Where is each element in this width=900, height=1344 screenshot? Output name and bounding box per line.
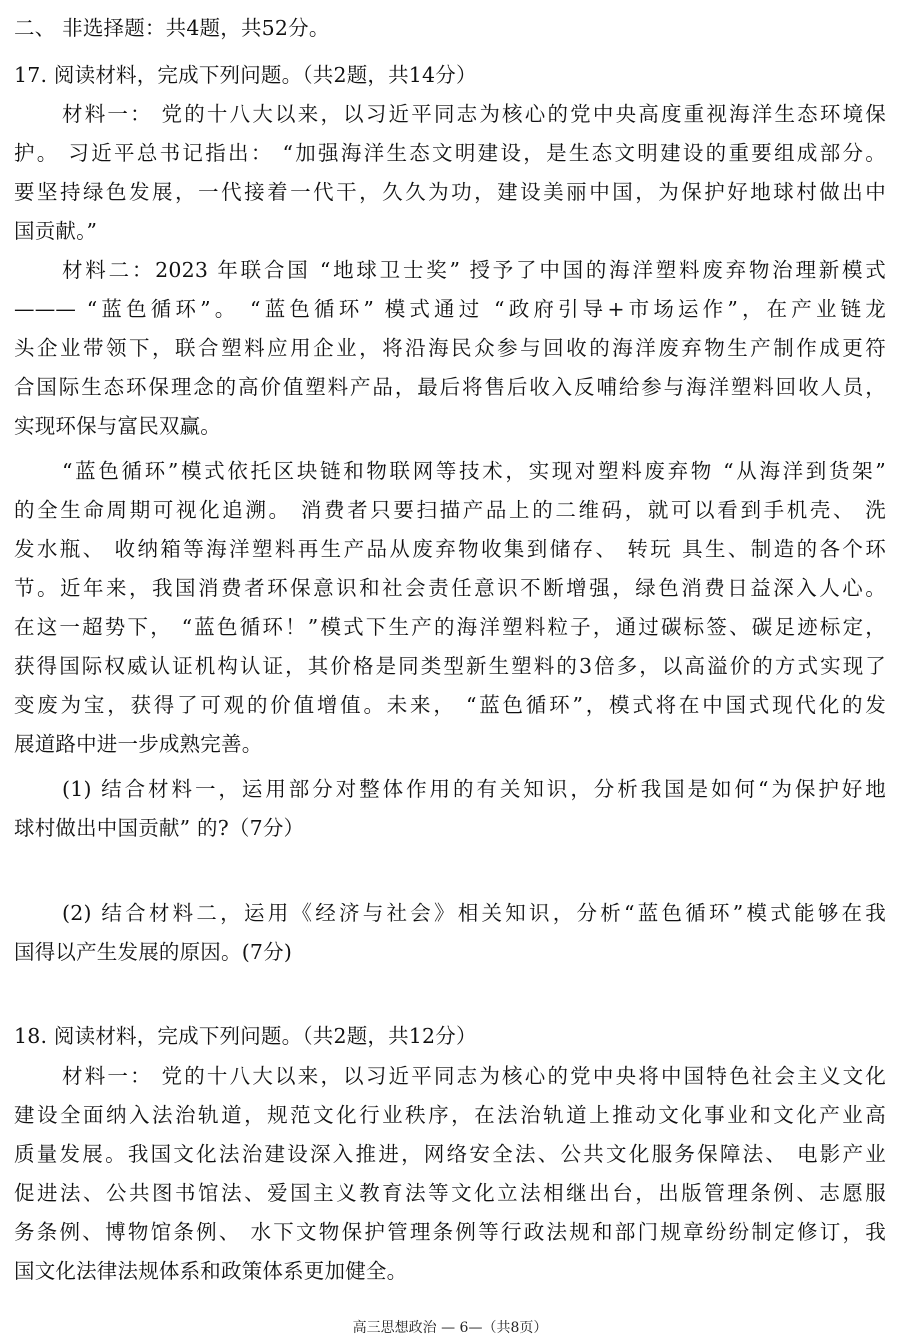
q17-m3-line-6: 获得国际权威认证机构认证，其价格是同类型新生塑料的3倍多，以高溢价的方式实现了 [14, 654, 886, 678]
q17-m2-line-4: 合国际生态环保理念的高价值塑料产品，最后将售后收入反哺给参与海洋塑料回收人员， [14, 375, 886, 399]
q17-m3-line-5: 在这一超势下， “蓝色循环！”模式下生产的海洋塑料粒子，通过碳标签、碳足迹标定， [14, 615, 886, 639]
q17-m1-line-4: 国贡献。” [14, 219, 98, 243]
q17-m1-line-2: 护。 习近平总书记指出： “加强海洋生态文明建设，是生态文明建设的重要组成部分。 [14, 141, 886, 165]
q18-heading: 18. 阅读材料，完成下列问题。（共2题，共12分） [14, 1024, 477, 1048]
q17-m1-line-1: 材料一： 党的十八大以来，以习近平同志为核心的党中央高度重视海洋生态环境保 [62, 102, 886, 126]
q17-m2-line-2: ——— “蓝色循环”。 “蓝色循环” 模式通过 “政府引导+市场运作”，在产业链龙 [14, 297, 886, 321]
q17-sub2-line-2: 国得以产生发展的原因。(7分) [14, 940, 293, 964]
q18-m1-line-5: 务条例、博物馆条例、 水下文物保护管理条例等行政法规和部门规章纷纷制定修订，我 [14, 1220, 886, 1244]
q18-m1-line-2: 建设全面纳入法治轨道，规范文化行业秩序，在法治轨道上推动文化事业和文化产业高 [14, 1103, 886, 1127]
q18-m1-line-4: 促进法、公共图书馆法、爱国主义教育法等文化立法相继出台，出版管理条例、志愿服 [14, 1181, 886, 1205]
section-title: 二、 非选择题：共4题，共52分。 [14, 16, 330, 40]
q18-m1-line-6: 国文化法律法规体系和政策体系更加健全。 [14, 1259, 408, 1283]
q17-sub1-line-2: 球村做出中国贡献” 的?（7分） [14, 816, 305, 840]
q17-sub2-line-1: (2) 结合材料二，运用《经济与社会》相关知识，分析“蓝色循环”模式能够在我 [62, 901, 886, 925]
q17-m3-line-7: 变废为宝，获得了可观的价值增值。未来， “蓝色循环”，模式将在中国式现代化的发 [14, 693, 886, 717]
q17-heading: 17. 阅读材料，完成下列问题。（共2题，共14分） [14, 63, 477, 87]
q17-m1-line-3: 要坚持绿色发展，一代接着一代干，久久为功，建设美丽中国，为保护好地球村做出中 [14, 180, 886, 204]
q17-sub1-line-1: (1) 结合材料一，运用部分对整体作用的有关知识，分析我国是如何“为保护好地 [62, 777, 886, 801]
page-footer: 高三思想政治 — 6—（共8页） [352, 1320, 548, 1336]
q17-m2-line-1: 材料二：2023 年联合国 “地球卫士奖” 授予了中国的海洋塑料废弃物治理新模式 [62, 258, 886, 282]
q17-m3-line-3: 发水瓶、 收纳箱等海洋塑料再生产品从废弃物收集到储存、 转玩 具生、制造的各个环 [14, 537, 886, 561]
q17-m2-line-5: 实现环保与富民双赢。 [14, 414, 221, 438]
q18-m1-line-1: 材料一： 党的十八大以来，以习近平同志为核心的党中央将中国特色社会主义文化 [62, 1064, 886, 1088]
q17-m2-line-3: 头企业带领下，联合塑料应用企业，将沿海民众参与回收的海洋废弃物生产制作成更符 [14, 336, 886, 360]
q18-m1-line-3: 质量发展。我国文化法治建设深入推进，网络安全法、公共文化服务保障法、 电影产业 [14, 1142, 886, 1166]
q17-m3-line-4: 节。近年来，我国消费者环保意识和社会责任意识不断增强，绿色消费日益深入人心。 [14, 576, 886, 600]
q17-m3-line-2: 的全生命周期可视化追溯。 消费者只要扫描产品上的二维码，就可以看到手机壳、 洗 [14, 498, 886, 522]
q17-m3-line-8: 展道路中进一步成熟完善。 [14, 732, 263, 756]
q17-m3-line-1: “蓝色循环”模式依托区块链和物联网等技术，实现对塑料废弃物 “从海洋到货架” [62, 459, 886, 483]
